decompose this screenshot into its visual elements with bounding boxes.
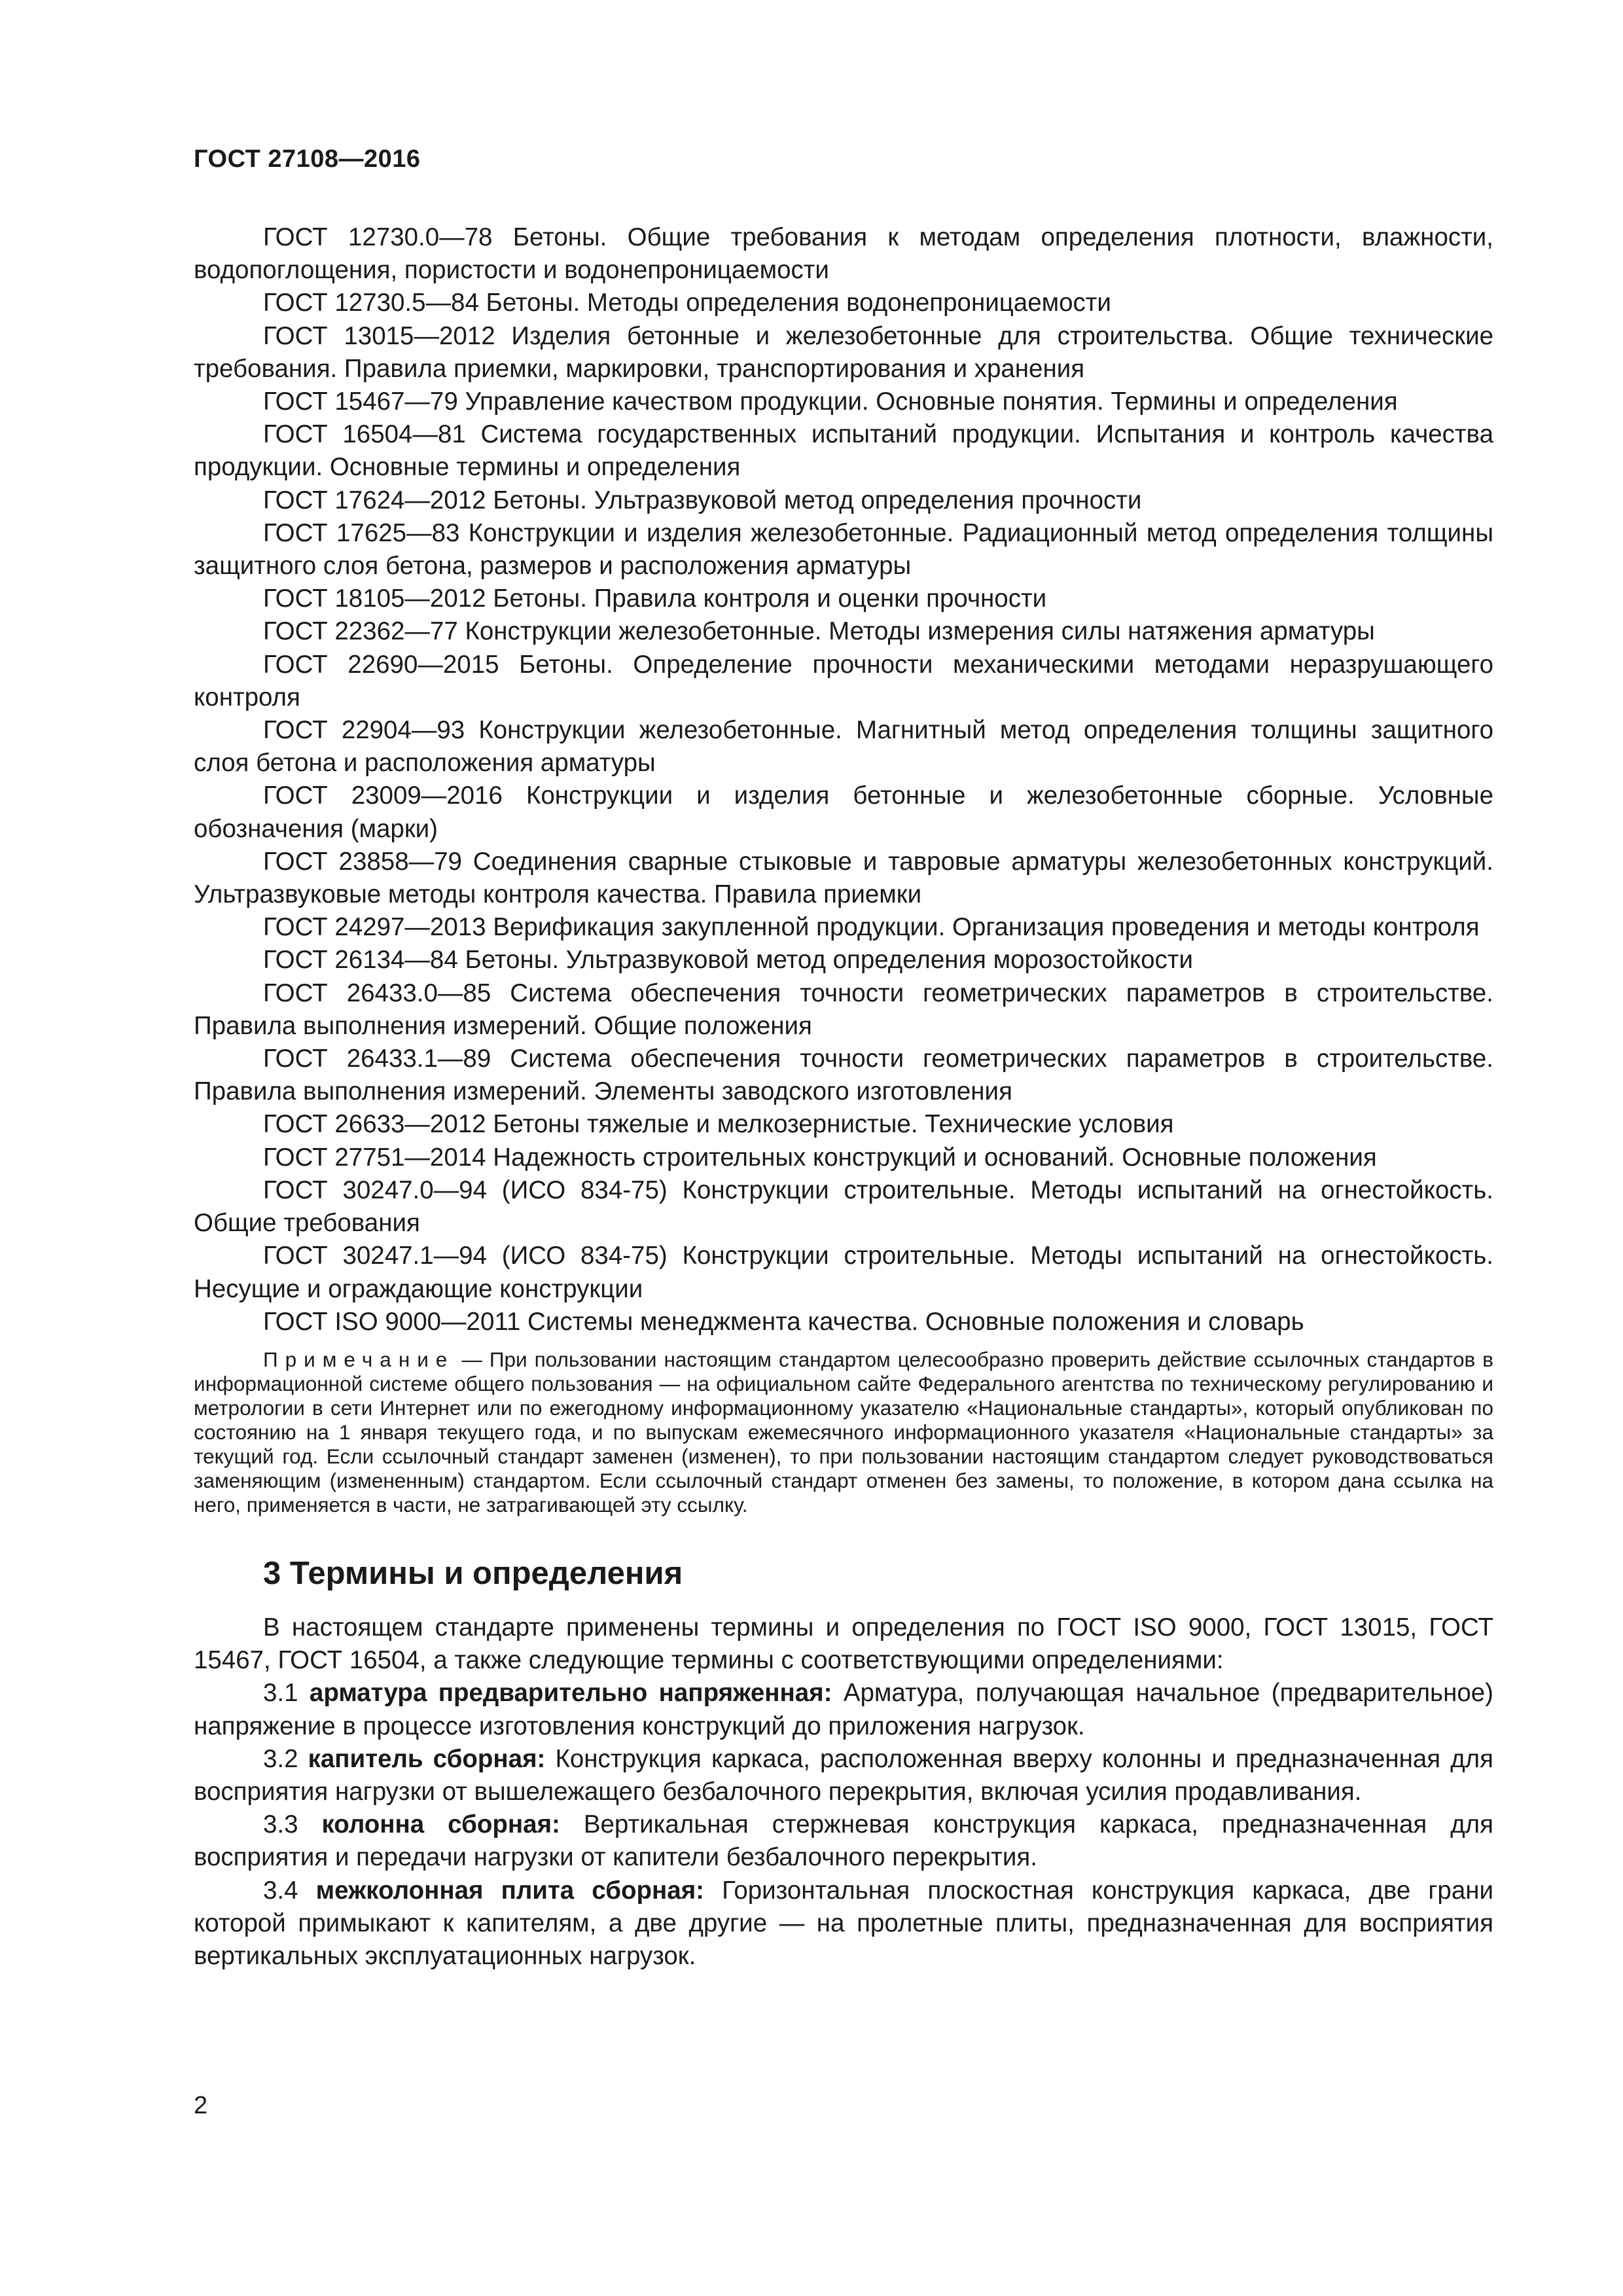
term-definition [194,1874,1493,1973]
term-definition [194,1808,1493,1874]
reference-item: ГОСТ 23858—79 Соединения сварные стыковые и тавровые арматуры железобетонных конструкций. Ультразвуковые методы контроля качества. Правила приемки [194,847,1493,909]
main-content [194,221,1493,1973]
page-number: 2 [194,2092,208,2119]
reference-item: ГОСТ 26134—84 Бетоны. Ультразвуковой метод определения морозостойкости [263,946,1193,975]
term-number: 3.4 [263,1876,316,1905]
reference-item: ГОСТ 13015—2012 Изделия бетонные и железобетонные для строительства. Общие технические требования. Правила приемки, маркировки, транспортирования и хранения [194,321,1493,383]
term-name: колонна сборная: [321,1810,560,1839]
term-number: 3.3 [263,1810,322,1839]
normative-references-list [194,221,1493,1338]
term-text: Арматура, получающая начальное (предварительное) напряжение в процессе изготовления конструкций до приложения нагрузок. [194,1679,1494,1740]
term-text: Горизонтальная плоскостная конструкция каркаса, две грани которой примыкают к капителям, а две другие — на пролетные плиты, предназначенная для восприятия вертикальных эксплуатационных нагрузок. [194,1876,1494,1970]
term-name: межколонная плита сборная: [315,1876,704,1905]
term-definition [194,1743,1493,1808]
document-code-header: ГОСТ 27108—2016 [194,145,421,173]
reference-item: ГОСТ 22362—77 Конструкции железобетонные. Методы измерения силы натяжения арматуры [263,617,1375,646]
reference-item: ГОСТ 15467—79 Управление качеством продукции. Основные понятия. Термины и определения [263,387,1398,416]
reference-item: ГОСТ 22690—2015 Бетоны. Определение прочности механическими методами неразрушающего контроля [194,650,1493,711]
section-intro: В настоящем стандарте применены термины и определения по ГОСТ ISO 9000, ГОСТ 13015, ГОСТ 15467, ГОСТ 16504, а также следующие термины с соответствующими определениями: [194,1613,1493,1675]
reference-item: ГОСТ 24297—2013 Верификация закупленной продукции. Организация проведения и методы контроля [263,913,1480,942]
reference-item: ГОСТ 17624—2012 Бетоны. Ультразвуковой метод определения прочности [263,486,1142,514]
section-heading: 3 Термины и определения [263,1555,683,1591]
reference-item: ГОСТ 26433.1—89 Система обеспечения точности геометрических параметров в строительстве. Правила выполнения измерений. Элементы заводского изготовления [194,1045,1493,1106]
note-paragraph [194,1348,1493,1517]
reference-item: ГОСТ 27751—2014 Надежность строительных конструкций и оснований. Основные положения [263,1143,1377,1172]
reference-item: ГОСТ 17625—83 Конструкции и изделия железобетонные. Радиационный метод определения толщины защитного слоя бетона, размеров и расположения арматуры [194,518,1493,581]
note-label: Примечание [263,1347,455,1371]
reference-item: ГОСТ 16504—81 Система государственных испытаний продукции. Испытания и контроль качества продукции. Основные термины и определения [194,420,1493,482]
term-text: Конструкция каркаса, расположенная вверху колонны и предназначенная для восприятия нагрузки от вышележащего безбалочного перекрытия, включая усилия продавливания. [194,1744,1493,1806]
reference-item: ГОСТ 23009—2016 Конструкции и изделия бетонные и железобетонные сборные. Условные обозначения (марки) [194,781,1493,843]
term-definition [194,1677,1493,1742]
term-text: Вертикальная стержневая конструкция каркаса, предназначенная для восприятия и передачи нагрузки от капители безбалочного перекрытия. [194,1810,1493,1872]
note-text: — При пользовании настоящим стандартом целесообразно проверить действие ссылочных стандартов в информационной системе общего пользования — на официальном сайте Федерального агентства по техническому регулированию и метрологии в сети Интернет или по ежегодному информационному указателю «Национальные стандарты», который опубликован по состоянию на 1 января текущего года, и по выпускам ежемесячного информационного указателя «Национальные стандарты» за текущий год. Если ссылочный стандарт заменен (изменен), то при пользовании настоящим стандартом следует руководствоваться заменяющим (измененным) стандартом. Если ссылочный стандарт отменен без замены, то положение, в котором дана ссылка на него, применяется в части, не затрагивающей эту ссылку. [194,1347,1493,1516]
term-name: арматура предварительно напряженная: [309,1679,832,1708]
term-name: капитель сборная: [308,1744,546,1773]
term-number: 3.1 [263,1679,310,1708]
reference-item: ГОСТ 26633—2012 Бетоны тяжелые и мелкозернистые. Технические условия [263,1110,1174,1139]
reference-item: ГОСТ 18105—2012 Бетоны. Правила контроля и оценки прочности [263,584,1047,613]
term-number: 3.2 [263,1744,308,1773]
reference-item: ГОСТ 26433.0—85 Система обеспечения точности геометрических параметров в строительстве. Правила выполнения измерений. Общие положения [194,978,1493,1040]
reference-item: ГОСТ 12730.0—78 Бетоны. Общие требования к методам определения плотности, влажности, водопоглощения, пористости и водонепроницаемости [194,223,1493,285]
reference-item: ГОСТ 30247.1—94 (ИСО 834-75) Конструкции строительные. Методы испытаний на огнестойкость. Несущие и ограждающие конструкции [194,1242,1493,1303]
reference-item: ГОСТ ISO 9000—2011 Системы менеджмента качества. Основные положения и словарь [263,1307,1304,1336]
reference-item: ГОСТ 12730.5—84 Бетоны. Методы определения водонепроницаемости [263,289,1111,317]
reference-item: ГОСТ 22904—93 Конструкции железобетонные. Магнитный метод определения толщины защитного слоя бетона и расположения арматуры [194,716,1493,778]
reference-item: ГОСТ 30247.0—94 (ИСО 834-75) Конструкции строительные. Методы испытаний на огнестойкость. Общие требования [194,1175,1493,1238]
